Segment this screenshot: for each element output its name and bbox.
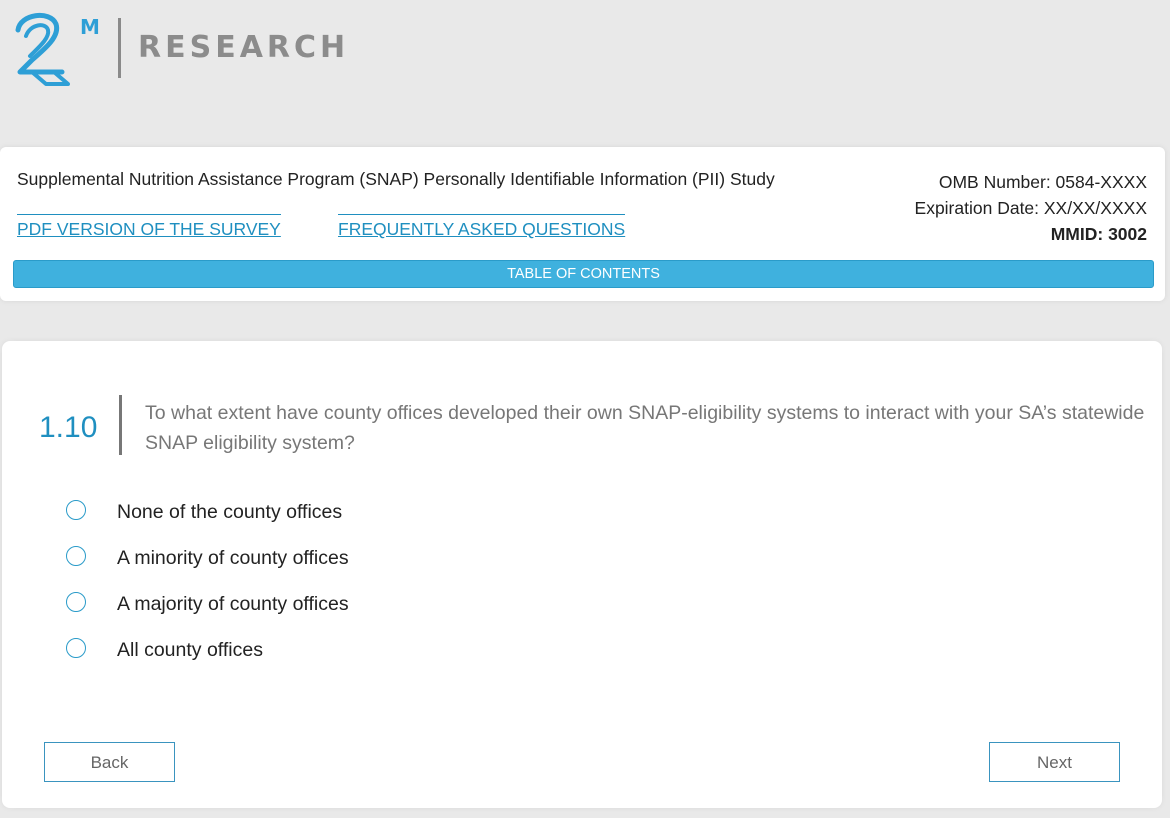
- radio-button[interactable]: [66, 546, 86, 566]
- option-label: A majority of county offices: [117, 593, 349, 615]
- question-divider: [119, 395, 122, 455]
- omb-number: OMB Number: 0584-XXXX: [938, 172, 1147, 192]
- option-label: None of the county offices: [117, 501, 343, 523]
- question-text: To what extent have county offices developed their own SNAP-eligibility systems to interact with your SA’s statewide SNAP eligibility system?: [145, 402, 1145, 454]
- option-label: All county offices: [117, 639, 263, 661]
- mmid-label: MMID: 3002: [1050, 224, 1147, 244]
- option-none[interactable]: [66, 498, 566, 528]
- omb-info: [915, 169, 1147, 247]
- back-button[interactable]: Back: [44, 742, 175, 782]
- 2m-logo-mark-icon: [10, 8, 110, 90]
- expiration-date: Expiration Date: XX/XX/XXXX: [914, 198, 1147, 218]
- faq-link[interactable]: FREQUENTLY ASKED QUESTIONS: [338, 214, 625, 240]
- option-minority[interactable]: [66, 544, 566, 574]
- question-card: [2, 341, 1162, 808]
- logo-divider: [118, 18, 121, 78]
- study-title: Supplemental Nutrition Assistance Program (SNAP) Personally Identifiable Information (PII) Study: [17, 169, 775, 189]
- option-majority[interactable]: [66, 590, 566, 620]
- survey-header: [0, 147, 1165, 301]
- next-button[interactable]: Next: [989, 742, 1120, 782]
- brand-logo: [10, 8, 350, 90]
- radio-button[interactable]: [66, 500, 86, 520]
- pdf-version-link[interactable]: PDF VERSION OF THE SURVEY: [17, 214, 281, 240]
- option-label: A minority of county offices: [117, 547, 349, 569]
- radio-button[interactable]: [66, 592, 86, 612]
- table-of-contents-button[interactable]: TABLE OF CONTENTS: [13, 260, 1154, 288]
- logo-wordmark: RESEARCH: [138, 30, 350, 65]
- svg-text:M: M: [80, 15, 100, 39]
- question-number: 1.10: [39, 411, 98, 444]
- option-all[interactable]: [66, 636, 566, 666]
- radio-button[interactable]: [66, 638, 86, 658]
